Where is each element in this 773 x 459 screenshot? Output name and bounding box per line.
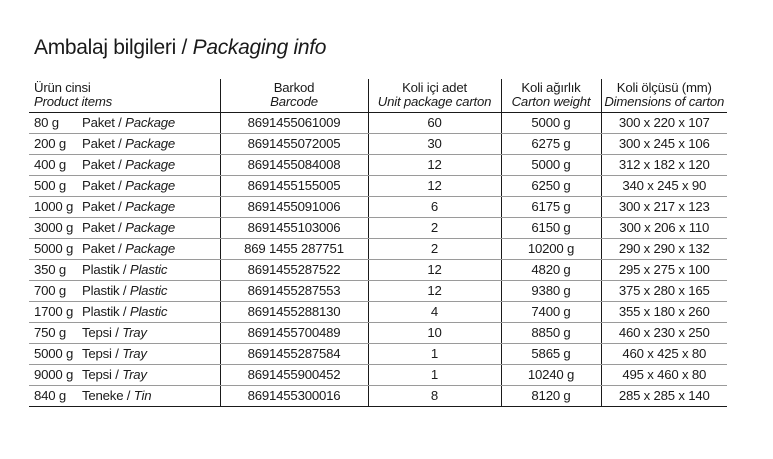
- cell-type-en: Package: [125, 199, 176, 214]
- cell-size: 5000 g: [29, 344, 82, 365]
- cell-type-en: Plastic: [129, 304, 168, 319]
- cell-type-tr: Tepsi /: [82, 325, 119, 340]
- header-barcode-tr: Barkod: [273, 80, 315, 95]
- cell-size: 1700 g: [29, 302, 82, 323]
- cell-type-en: Package: [125, 178, 176, 193]
- table-row: [29, 344, 727, 365]
- header-dims-en: Dimensions of carton: [604, 94, 725, 109]
- title-en: Packaging info: [192, 36, 327, 59]
- cell-unit: 30: [368, 134, 501, 155]
- cell-unit: 6: [368, 197, 501, 218]
- cell-type-en: Package: [125, 241, 176, 256]
- cell-size: 500 g: [29, 176, 82, 197]
- cell-size: 80 g: [29, 113, 82, 134]
- cell-barcode: 8691455155005: [220, 176, 368, 197]
- header-product-en: Product items: [34, 94, 113, 109]
- cell-type: [82, 176, 220, 197]
- cell-size: 3000 g: [29, 218, 82, 239]
- cell-barcode: 8691455084008: [220, 155, 368, 176]
- cell-unit: 10: [368, 323, 501, 344]
- cell-dims: 375 x 280 x 165: [601, 281, 727, 302]
- cell-dims: 340 x 245 x 90: [601, 176, 727, 197]
- cell-type-en: Package: [125, 157, 176, 172]
- cell-type: [82, 239, 220, 260]
- header-product: [29, 79, 220, 113]
- cell-type: [82, 113, 220, 134]
- cell-type-en: Plastic: [129, 262, 168, 277]
- cell-unit: 12: [368, 176, 501, 197]
- cell-barcode: 8691455288130: [220, 302, 368, 323]
- cell-weight: 6150 g: [501, 218, 601, 239]
- table-row: [29, 386, 727, 407]
- cell-barcode: 8691455287522: [220, 260, 368, 281]
- cell-unit: 2: [368, 218, 501, 239]
- cell-type-en: Package: [125, 220, 176, 235]
- table-row: [29, 113, 727, 134]
- cell-size: 750 g: [29, 323, 82, 344]
- cell-weight: 5000 g: [501, 155, 601, 176]
- cell-type-tr: Paket /: [82, 241, 122, 256]
- cell-type-tr: Plastik /: [82, 283, 127, 298]
- cell-weight: 10200 g: [501, 239, 601, 260]
- table-row: [29, 281, 727, 302]
- table-row: [29, 302, 727, 323]
- cell-barcode: 8691455900452: [220, 365, 368, 386]
- header-product-tr: Ürün cinsi: [34, 80, 91, 95]
- table-row: [29, 323, 727, 344]
- header-dims: [601, 79, 727, 113]
- cell-size: 350 g: [29, 260, 82, 281]
- cell-type-en: Tin: [133, 388, 152, 403]
- cell-dims: 295 x 275 x 100: [601, 260, 727, 281]
- cell-type: [82, 344, 220, 365]
- cell-type: [82, 260, 220, 281]
- cell-barcode: 8691455091006: [220, 197, 368, 218]
- cell-weight: 5000 g: [501, 113, 601, 134]
- cell-dims: 300 x 217 x 123: [601, 197, 727, 218]
- cell-size: 200 g: [29, 134, 82, 155]
- title-separator: /: [181, 36, 188, 59]
- cell-size: 1000 g: [29, 197, 82, 218]
- cell-type-tr: Paket /: [82, 115, 122, 130]
- cell-weight: 5865 g: [501, 344, 601, 365]
- cell-type-tr: Tepsi /: [82, 367, 119, 382]
- header-unit-en: Unit package carton: [377, 94, 492, 109]
- cell-type: [82, 302, 220, 323]
- cell-barcode: 8691455061009: [220, 113, 368, 134]
- cell-type: [82, 155, 220, 176]
- cell-weight: 7400 g: [501, 302, 601, 323]
- cell-dims: 290 x 290 x 132: [601, 239, 727, 260]
- header-weight-tr: Koli ağırlık: [521, 80, 581, 95]
- cell-barcode: 869 1455 287751: [220, 239, 368, 260]
- cell-weight: 9380 g: [501, 281, 601, 302]
- header-barcode: [220, 79, 368, 113]
- cell-unit: 1: [368, 365, 501, 386]
- cell-weight: 6175 g: [501, 197, 601, 218]
- table-row: [29, 134, 727, 155]
- cell-dims: 355 x 180 x 260: [601, 302, 727, 323]
- table-row: [29, 365, 727, 386]
- cell-dims: 300 x 245 x 106: [601, 134, 727, 155]
- cell-unit: 8: [368, 386, 501, 407]
- cell-type-tr: Paket /: [82, 136, 122, 151]
- cell-type-en: Tray: [122, 325, 147, 340]
- cell-dims: 460 x 425 x 80: [601, 344, 727, 365]
- cell-weight: 8120 g: [501, 386, 601, 407]
- cell-size: 9000 g: [29, 365, 82, 386]
- cell-unit: 60: [368, 113, 501, 134]
- table-header-row: [29, 79, 727, 113]
- cell-type: [82, 218, 220, 239]
- cell-type: [82, 365, 220, 386]
- cell-weight: 8850 g: [501, 323, 601, 344]
- cell-dims: 460 x 230 x 250: [601, 323, 727, 344]
- title-tr: Ambalaj bilgileri: [34, 36, 176, 59]
- cell-barcode: 8691455300016: [220, 386, 368, 407]
- table-row: [29, 176, 727, 197]
- cell-unit: 4: [368, 302, 501, 323]
- cell-type-tr: Plastik /: [82, 262, 127, 277]
- cell-type: [82, 323, 220, 344]
- cell-size: 840 g: [29, 386, 82, 407]
- cell-type-tr: Paket /: [82, 178, 122, 193]
- cell-unit: 2: [368, 239, 501, 260]
- table-row: [29, 155, 727, 176]
- cell-type-tr: Tepsi /: [82, 346, 119, 361]
- table-row: [29, 218, 727, 239]
- cell-barcode: 8691455103006: [220, 218, 368, 239]
- cell-unit: 12: [368, 281, 501, 302]
- cell-barcode: 8691455287553: [220, 281, 368, 302]
- cell-barcode: 8691455287584: [220, 344, 368, 365]
- cell-type-en: Package: [125, 136, 176, 151]
- cell-barcode: 8691455072005: [220, 134, 368, 155]
- header-weight-en: Carton weight: [511, 94, 591, 109]
- cell-type: [82, 281, 220, 302]
- cell-dims: 285 x 285 x 140: [601, 386, 727, 407]
- cell-weight: 4820 g: [501, 260, 601, 281]
- cell-type-en: Plastic: [129, 283, 168, 298]
- cell-size: 400 g: [29, 155, 82, 176]
- cell-type-tr: Paket /: [82, 220, 122, 235]
- cell-unit: 1: [368, 344, 501, 365]
- page-title: [34, 36, 326, 60]
- table-row: [29, 197, 727, 218]
- cell-type-tr: Paket /: [82, 157, 122, 172]
- cell-type-tr: Paket /: [82, 199, 122, 214]
- cell-type-en: Package: [125, 115, 176, 130]
- cell-size: 700 g: [29, 281, 82, 302]
- cell-unit: 12: [368, 155, 501, 176]
- cell-dims: 300 x 220 x 107: [601, 113, 727, 134]
- cell-weight: 10240 g: [501, 365, 601, 386]
- cell-size: 5000 g: [29, 239, 82, 260]
- cell-type-tr: Teneke /: [82, 388, 131, 403]
- cell-type-tr: Plastik /: [82, 304, 127, 319]
- cell-barcode: 8691455700489: [220, 323, 368, 344]
- header-dims-tr: Koli ölçüsü (mm): [616, 80, 712, 95]
- cell-dims: 495 x 460 x 80: [601, 365, 727, 386]
- table-row: [29, 239, 727, 260]
- header-unit-tr: Koli içi adet: [402, 80, 467, 95]
- cell-dims: 312 x 182 x 120: [601, 155, 727, 176]
- header-weight: [501, 79, 601, 113]
- header-barcode-en: Barcode: [270, 94, 318, 109]
- packaging-table: [29, 79, 727, 407]
- cell-type: [82, 197, 220, 218]
- table-row: [29, 260, 727, 281]
- cell-type-en: Tray: [122, 367, 147, 382]
- cell-type: [82, 386, 220, 407]
- cell-type-en: Tray: [122, 346, 147, 361]
- cell-weight: 6250 g: [501, 176, 601, 197]
- cell-type: [82, 134, 220, 155]
- header-unit: [368, 79, 501, 113]
- cell-weight: 6275 g: [501, 134, 601, 155]
- cell-dims: 300 x 206 x 110: [601, 218, 727, 239]
- cell-unit: 12: [368, 260, 501, 281]
